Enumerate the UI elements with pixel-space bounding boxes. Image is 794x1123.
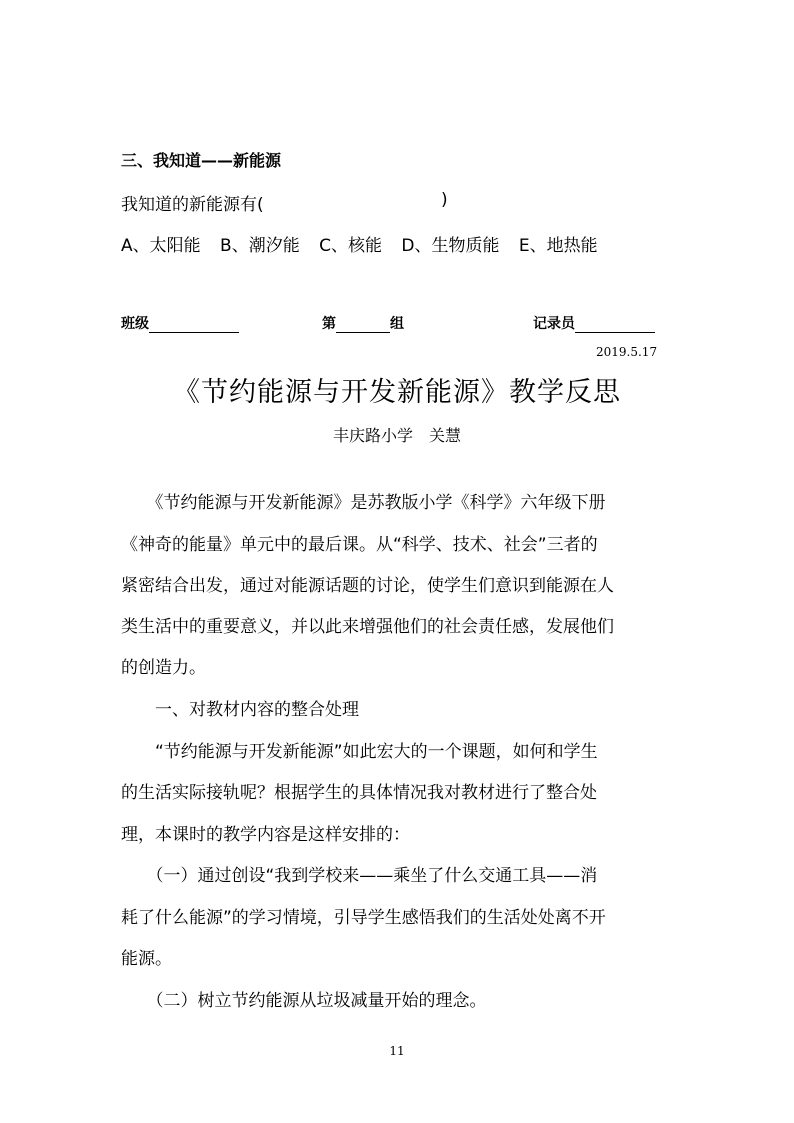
class-blank bbox=[149, 318, 239, 333]
body-line: 类生活中的重要意义，并以此来增强他们的社会责任感，发展他们 bbox=[121, 617, 614, 637]
class-label: 班级 bbox=[121, 316, 149, 332]
body-line: 理，本课时的教学内容是这样安排的： bbox=[121, 825, 410, 845]
body-line: 一、对教材内容的整合处理 bbox=[121, 700, 359, 720]
group-prefix: 第 bbox=[322, 316, 336, 332]
option-c: C、核能 bbox=[319, 236, 382, 256]
answer-options bbox=[121, 231, 612, 256]
question-text: 我知道的新能源有( bbox=[121, 195, 264, 215]
date: 2019.5.17 bbox=[596, 345, 658, 359]
group-suffix: 组 bbox=[390, 316, 404, 332]
body-line: （二）树立节约能源从垃圾减量开始的理念。 bbox=[121, 991, 487, 1011]
body-line: 的生活实际接轨呢？根据学生的具体情况我对教材进行了整合处 bbox=[121, 783, 597, 803]
group-blank bbox=[336, 318, 390, 333]
class-field bbox=[121, 313, 239, 333]
recorder-label: 记录员 bbox=[533, 316, 575, 332]
body-line: 紧密结合出发，通过对能源话题的讨论，使学生们意识到能源在人 bbox=[121, 576, 614, 596]
option-e: E、地热能 bbox=[518, 236, 598, 256]
section-heading: 三、我知道——新能源 bbox=[121, 151, 282, 170]
body-line: “节约能源与开发新能源”如此宏大的一个课题，如何和学生 bbox=[121, 742, 598, 762]
body-line: 《节约能源与开发新能源》是苏教版小学《科学》六年级下册 bbox=[121, 493, 606, 513]
body-line: 《神奇的能量》单元中的最后课。从“科学、技术、社会”三者的 bbox=[121, 535, 598, 555]
question-line bbox=[121, 190, 448, 215]
author: 丰庆路小学 关慧 bbox=[332, 426, 461, 445]
body-line: 耗了什么能源”的学习情境，引导学生感悟我们的生活处处离不开 bbox=[121, 908, 606, 928]
body-line: 能源。 bbox=[121, 949, 172, 969]
option-b: B、潮汐能 bbox=[220, 236, 300, 256]
body-line: （一）通过创设“我到学校来——乘坐了什么交通工具——消 bbox=[121, 866, 598, 886]
group-field bbox=[322, 313, 404, 333]
option-d: D、生物质能 bbox=[401, 236, 500, 256]
document-title: 《节约能源与开发新能源》教学反思 bbox=[173, 377, 621, 408]
option-a: A、太阳能 bbox=[121, 236, 201, 256]
body-line: 的创造力。 bbox=[121, 658, 206, 678]
question-close-paren: ) bbox=[441, 190, 448, 210]
recorder-blank bbox=[575, 318, 655, 333]
recorder-field bbox=[533, 313, 655, 333]
page-number: 11 bbox=[389, 1044, 405, 1058]
